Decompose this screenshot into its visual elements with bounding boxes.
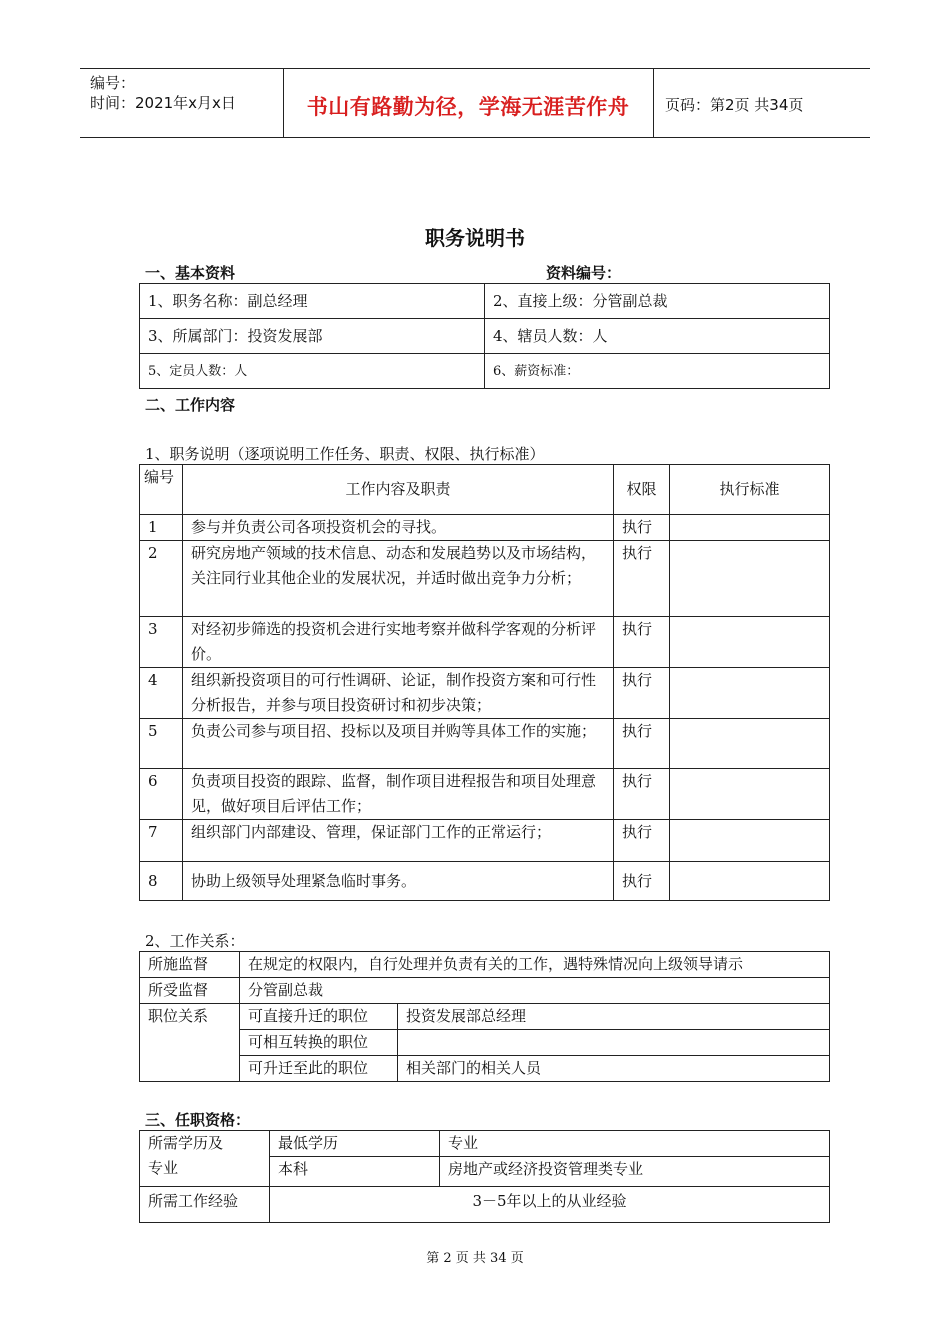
duty-authority: 执行 [614, 617, 670, 668]
duty-content: 参与并负责公司各项投资机会的寻找。 [183, 515, 614, 541]
position-relations-label: 职位关系 [140, 1004, 240, 1082]
section2-heading: 二、工作内容 [145, 396, 236, 414]
duty-standard [670, 862, 830, 901]
table-row [140, 769, 830, 820]
basic-info-table [139, 283, 830, 389]
work-relations-label: 2、工作关系： [145, 932, 245, 950]
duty-standard [670, 668, 830, 719]
duty-content: 负责项目投资的跟踪、监督，制作项目进程报告和项目处理意见，做好项目后评估工作； [183, 769, 614, 820]
duty-standard [670, 820, 830, 862]
duty-no: 6 [140, 769, 183, 820]
record-no-label: 资料编号： [546, 264, 622, 282]
duty-authority: 执行 [614, 719, 670, 769]
duty-standard [670, 719, 830, 769]
duty-no: 8 [140, 862, 183, 901]
duty-authority: 执行 [614, 668, 670, 719]
code-label: 编号： [90, 74, 136, 92]
field-superior: 2、直接上级：分管副总裁 [485, 284, 830, 319]
field-title: 1、职务名称：副总经理 [140, 284, 485, 319]
education-label-line2: 专业 [148, 1159, 179, 1177]
received-supervision-label: 所受监督 [140, 978, 240, 1004]
section3-heading: 三、任职资格： [145, 1111, 251, 1129]
table-row [140, 541, 830, 617]
motto: 书山有路勤为径，学海无涯苦作舟 [306, 95, 630, 119]
field-department: 3、所属部门：投资发展部 [140, 319, 485, 354]
duty-content: 组织新投资项目的可行性调研、论证，制作投资方案和可行性分析报告，并参与项目投资研讨和初步决策； [183, 668, 614, 719]
duty-authority: 执行 [614, 515, 670, 541]
duty-standard [670, 617, 830, 668]
relations-table [139, 951, 830, 1082]
duty-authority: 执行 [614, 862, 670, 901]
table-row [140, 719, 830, 769]
field-subordinates: 4、辖员人数：人 [485, 319, 830, 354]
position-value: 相关部门的相关人员 [398, 1056, 830, 1082]
duty-no: 1 [140, 515, 183, 541]
col-header-authority: 权限 [614, 465, 670, 515]
duty-standard [670, 769, 830, 820]
duty-authority: 执行 [614, 820, 670, 862]
duty-standard [670, 515, 830, 541]
page-info: 页码：第2页 共34页 [665, 96, 804, 114]
table-row [140, 668, 830, 719]
min-education-label: 最低学历 [270, 1131, 440, 1157]
section1-heading: 一、基本资料 [145, 264, 236, 282]
col-header-no: 编号 [140, 465, 183, 515]
duties-table [139, 464, 830, 901]
position-label: 可直接升迁的职位 [240, 1004, 398, 1030]
table-row [140, 617, 830, 668]
document-title: 职务说明书 [425, 226, 525, 250]
page-header [80, 68, 870, 138]
duty-standard [670, 541, 830, 617]
duty-no: 5 [140, 719, 183, 769]
duty-no: 2 [140, 541, 183, 617]
major-label: 专业 [440, 1131, 830, 1157]
position-label: 可相互转换的职位 [240, 1030, 398, 1056]
duty-content: 对经初步筛选的投资机会进行实地考察并做科学客观的分析评价。 [183, 617, 614, 668]
applied-supervision-value: 在规定的权限内，自行处理并负责有关的工作，遇特殊情况向上级领导请示 [240, 952, 830, 978]
table-row [140, 515, 830, 541]
header-meta [90, 73, 236, 113]
duty-description-label: 1、职务说明（逐项说明工作任务、职责、权限、执行标准） [145, 445, 545, 463]
field-salary: 6、薪资标准： [485, 354, 830, 389]
qualifications-table [139, 1130, 830, 1223]
table-row [140, 862, 830, 901]
received-supervision-value: 分管副总裁 [240, 978, 830, 1004]
table-row [140, 820, 830, 862]
field-headcount: 5、定员人数：人 [140, 354, 485, 389]
position-value [398, 1030, 830, 1056]
education-label-line1: 所需学历及 [148, 1134, 224, 1152]
duty-authority: 执行 [614, 769, 670, 820]
major-value: 房地产或经济投资管理类专业 [440, 1157, 830, 1187]
experience-value: 3－5年以上的从业经验 [270, 1187, 830, 1223]
duty-content: 负责公司参与项目招、投标以及项目并购等具体工作的实施； [183, 719, 614, 769]
education-label [140, 1131, 270, 1187]
duty-no: 4 [140, 668, 183, 719]
time-label: 时间：2021年x月x日 [90, 94, 236, 112]
applied-supervision-label: 所施监督 [140, 952, 240, 978]
duty-content: 研究房地产领域的技术信息、动态和发展趋势以及市场结构，关注同行业其他企业的发展状况，并适时做出竞争力分析； [183, 541, 614, 617]
experience-label: 所需工作经验 [140, 1187, 270, 1223]
page-footer: 第 2 页 共 34 页 [426, 1251, 524, 1266]
min-education-value: 本科 [270, 1157, 440, 1187]
duty-no: 7 [140, 820, 183, 862]
duty-content: 协助上级领导处理紧急临时事务。 [183, 862, 614, 901]
duty-authority: 执行 [614, 541, 670, 617]
position-value: 投资发展部总经理 [398, 1004, 830, 1030]
col-header-standard: 执行标准 [670, 465, 830, 515]
duty-no: 3 [140, 617, 183, 668]
position-label: 可升迁至此的职位 [240, 1056, 398, 1082]
col-header-content: 工作内容及职责 [183, 465, 614, 515]
duty-content: 组织部门内部建设、管理，保证部门工作的正常运行； [183, 820, 614, 862]
header-divider [653, 69, 654, 137]
